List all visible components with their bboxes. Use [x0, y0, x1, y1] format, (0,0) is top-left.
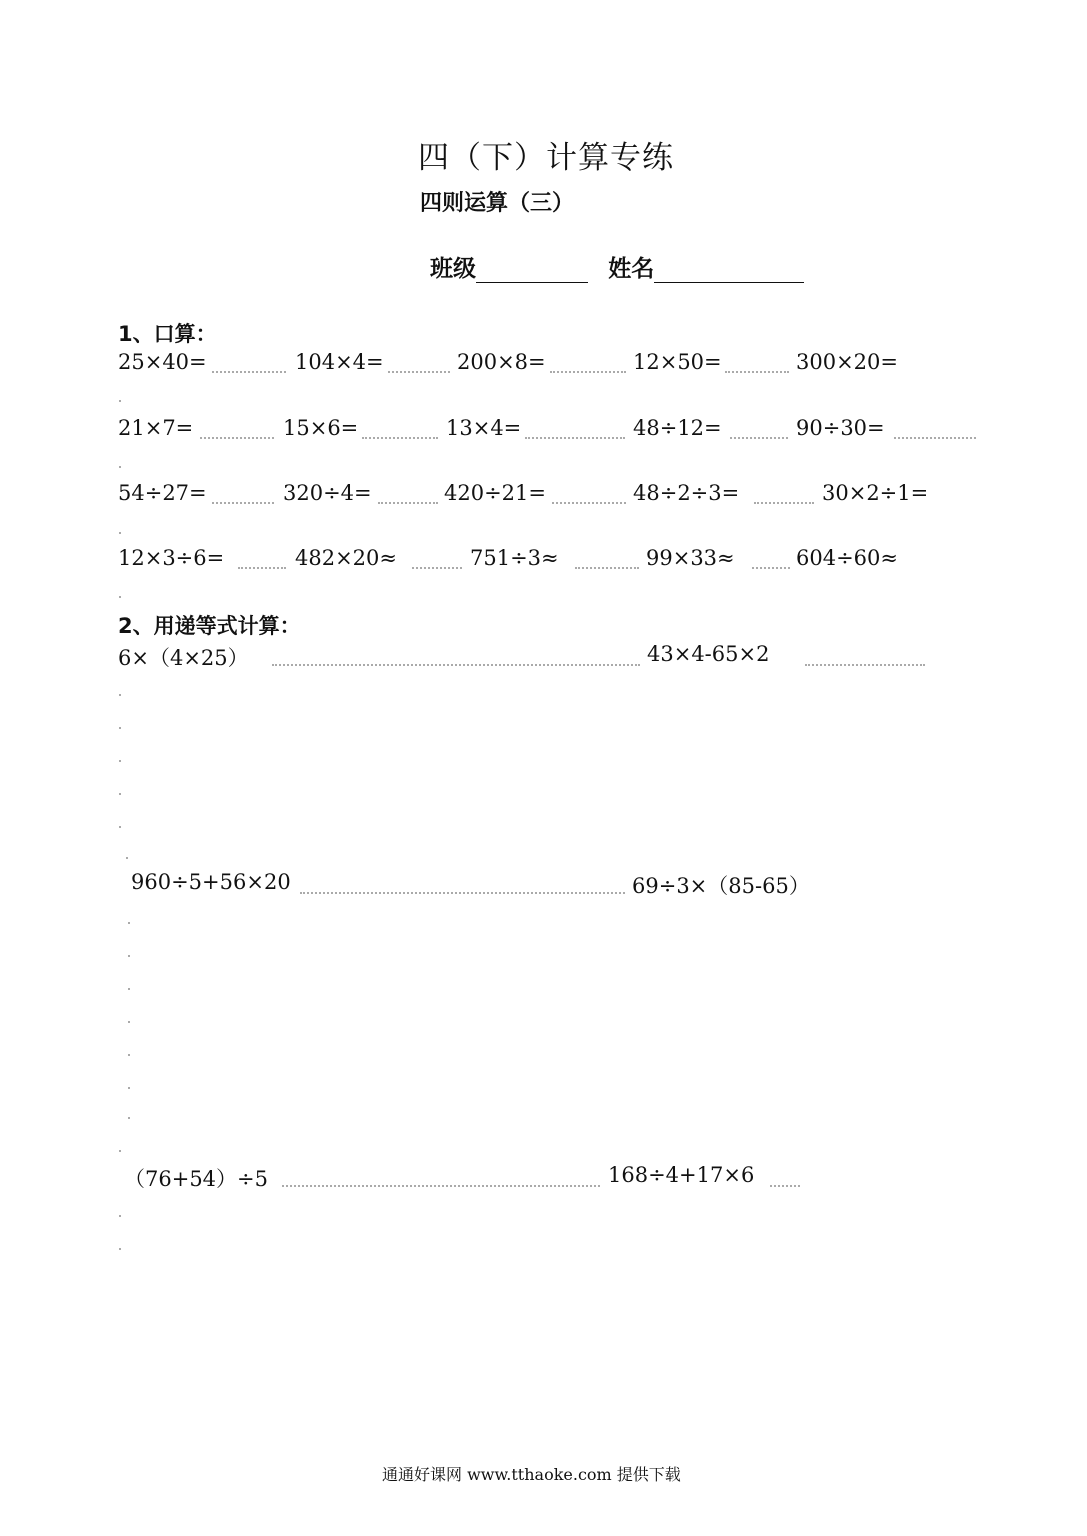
margin-dot [126, 857, 128, 859]
page-subtitle: 四则运算（三） [420, 191, 575, 216]
calc-problem: 168÷4+17×6 [608, 1163, 755, 1187]
margin-dot [119, 1215, 121, 1217]
margin-dot [119, 760, 121, 762]
answer-dots [725, 371, 789, 373]
answer-dots [550, 371, 626, 373]
oral-problem: 90÷30= [796, 416, 885, 440]
margin-dot [119, 727, 121, 729]
oral-problem: 751÷3≈ [470, 546, 559, 570]
calc-problem: 69÷3×（85-65） [632, 874, 810, 898]
class-label: 班级 [430, 256, 476, 282]
calc-problem: 6×（4×25） [118, 646, 249, 670]
oral-problem: 300×20= [796, 350, 898, 374]
margin-dot [128, 1054, 130, 1056]
margin-dot [119, 596, 121, 598]
oral-problem: 25×40= [118, 350, 207, 374]
answer-dots [730, 437, 788, 439]
answer-dots [300, 892, 625, 894]
answer-dots [238, 567, 286, 569]
oral-problem: 104×4= [295, 350, 384, 374]
answer-dots [805, 664, 925, 666]
answer-dots [362, 437, 438, 439]
margin-dot [128, 988, 130, 990]
student-info [430, 250, 804, 283]
answer-dots [770, 1185, 800, 1187]
calc-problem: （76+54）÷5 [124, 1167, 268, 1191]
oral-problem: 48÷12= [633, 416, 722, 440]
margin-dot [119, 694, 121, 696]
oral-problem: 420÷21= [444, 481, 546, 505]
answer-dots [272, 664, 640, 666]
oral-problem: 200×8= [457, 350, 546, 374]
oral-problem: 12×3÷6= [118, 546, 225, 570]
answer-dots [412, 567, 462, 569]
oral-problem: 13×4= [446, 416, 522, 440]
margin-dot [119, 1248, 121, 1250]
section2-heading: 2、用递等式计算： [118, 614, 301, 638]
margin-dot [119, 466, 121, 468]
margin-dot [128, 922, 130, 924]
margin-dot [119, 826, 121, 828]
oral-problem: 54÷27= [118, 481, 207, 505]
answer-dots [552, 502, 626, 504]
page-title: 四（下）计算专练 [418, 140, 674, 176]
calc-problem: 43×4-65×2 [647, 642, 770, 666]
margin-dot [128, 1087, 130, 1089]
answer-dots [378, 502, 438, 504]
answer-dots [212, 371, 286, 373]
answer-dots [575, 567, 639, 569]
answer-dots [212, 502, 274, 504]
margin-dot [128, 1117, 130, 1119]
section1-heading: 1、口算： [118, 322, 217, 346]
answer-dots [752, 567, 790, 569]
name-blank[interactable] [654, 260, 804, 283]
oral-problem: 12×50= [633, 350, 722, 374]
answer-dots [894, 437, 976, 439]
answer-dots [388, 371, 450, 373]
footer-credit: 通通好课网 www.tthaoke.com 提供下载 [382, 1465, 681, 1484]
oral-problem: 21×7= [118, 416, 194, 440]
name-label: 姓名 [608, 256, 655, 282]
margin-dot [119, 400, 121, 402]
class-blank[interactable] [476, 260, 588, 283]
margin-dot [128, 955, 130, 957]
oral-problem: 99×33≈ [646, 546, 735, 570]
oral-problem: 48÷2÷3= [633, 481, 740, 505]
margin-dot [119, 532, 121, 534]
margin-dot [128, 1021, 130, 1023]
oral-problem: 15×6= [283, 416, 359, 440]
answer-dots [282, 1185, 600, 1187]
oral-problem: 604÷60≈ [796, 546, 898, 570]
margin-dot [119, 793, 121, 795]
answer-dots [525, 437, 625, 439]
oral-problem: 320÷4= [283, 481, 372, 505]
answer-dots [754, 502, 814, 504]
oral-problem: 482×20≈ [295, 546, 397, 570]
answer-dots [200, 437, 274, 439]
calc-problem: 960÷5+56×20 [131, 870, 291, 894]
margin-dot [119, 1150, 121, 1152]
oral-problem: 30×2÷1= [822, 481, 929, 505]
